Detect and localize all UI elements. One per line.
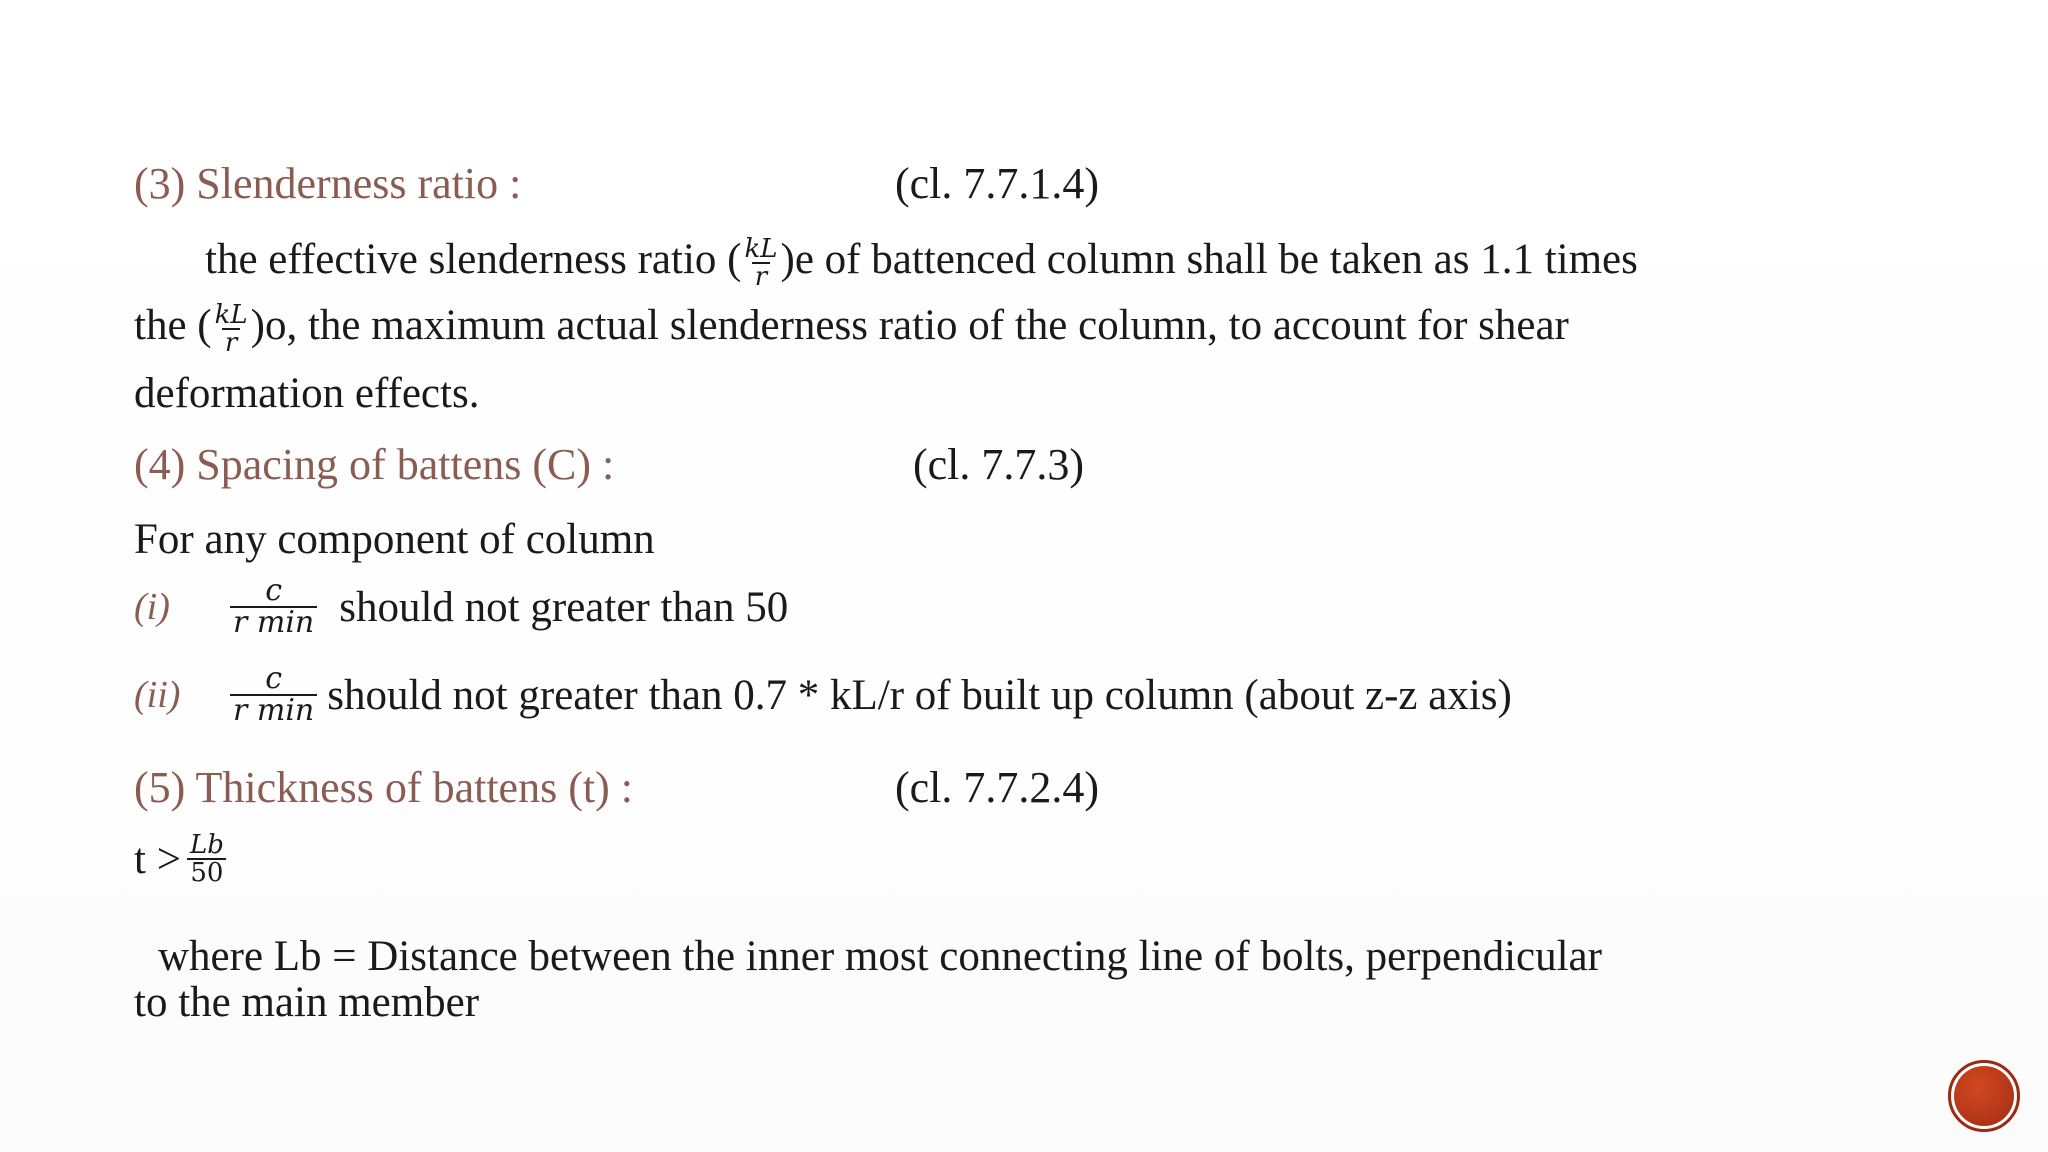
fraction-denominator: r min <box>230 606 317 638</box>
circle-icon <box>1954 1066 2014 1126</box>
list-item <box>134 573 789 640</box>
fraction-numerator: kL <box>744 234 778 264</box>
fraction-numerator: c <box>265 661 283 696</box>
spacing-fraction <box>230 573 317 640</box>
list-marker: (i) <box>134 586 170 628</box>
formula-lhs: t > <box>134 835 181 883</box>
fraction-numerator: c <box>265 573 283 608</box>
thickness-fraction <box>187 832 227 886</box>
list-item-text: should not greater than 50 <box>339 583 789 631</box>
section3-line1 <box>205 236 1638 290</box>
section4-clause: (cl. 7.7.3) <box>913 440 1085 489</box>
list-item <box>134 661 1512 728</box>
section3-text-c: the ( <box>134 301 212 349</box>
section3-clause: (cl. 7.7.1.4) <box>895 159 1100 208</box>
fraction-numerator: kL <box>214 300 248 330</box>
thickness-formula <box>134 832 227 886</box>
fraction-numerator: Lb <box>189 830 224 860</box>
spacing-fraction <box>230 661 317 728</box>
slenderness-fraction-2 <box>212 302 251 356</box>
fraction-denominator: 50 <box>187 858 226 886</box>
list-marker: (ii) <box>134 674 181 716</box>
section3-text-a: the effective slenderness ratio ( <box>205 235 742 283</box>
section4-intro: For any component of column <box>134 516 655 563</box>
section3-text-b: )e of battenced column shall be taken as 1.1 times <box>780 235 1638 283</box>
where-line1: where Lb = Distance between the inner most connecting line of bolts, perpendicular <box>158 933 1602 980</box>
section3-heading: (3) Slenderness ratio : <box>134 159 522 208</box>
section3-line2 <box>134 302 1569 356</box>
slenderness-fraction <box>741 236 780 290</box>
section3-text-d: )o, the maximum actual slenderness ratio of the column, to account for shear <box>250 301 1569 349</box>
section5-heading: (5) Thickness of battens (t) : <box>134 763 633 812</box>
section4-heading: (4) Spacing of battens (C) : <box>134 440 615 489</box>
where-line2: to the main member <box>134 979 480 1026</box>
section5-clause: (cl. 7.7.2.4) <box>895 763 1100 812</box>
fraction-denominator: r <box>752 262 770 290</box>
fraction-denominator: r <box>222 328 240 356</box>
list-item-text: should not greater than 0.7 * kL/r of built up column (about z-z axis) <box>327 671 1512 719</box>
slide-nav-button[interactable] <box>1948 1060 2020 1132</box>
section3-line3: deformation effects. <box>134 370 480 417</box>
fraction-denominator: r min <box>230 694 317 726</box>
